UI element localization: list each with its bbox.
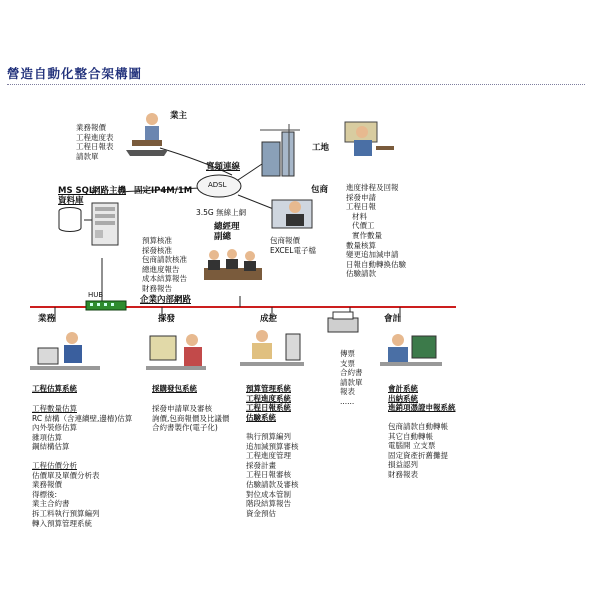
site-item: 進度排程及回報	[346, 183, 399, 192]
sales-systems	[32, 384, 77, 394]
sales-system: 工程估算系統	[32, 384, 77, 393]
cost-workstation-icon	[240, 330, 304, 366]
site-item: 材料	[352, 211, 367, 221]
server-item: 成本結算報告	[142, 274, 187, 284]
cost-item: 採發計畫	[246, 460, 276, 470]
accounting-item: 包商請款自動轉帳	[388, 422, 448, 431]
accounting-workstation-icon	[380, 334, 442, 366]
sales-item: 雜項估算	[32, 432, 62, 442]
owner-label: 業主	[170, 111, 188, 121]
site-item: 估驗請款	[346, 269, 376, 279]
server-item: 總進度報告	[142, 264, 180, 274]
printer-item: 傳票	[340, 349, 355, 358]
printer-item: 請款單	[340, 377, 363, 387]
owner-item: 請款單	[76, 151, 99, 161]
wireless-label: 3.5G 無線上網	[196, 208, 247, 217]
sales-item: 拆工料執行預算編列	[32, 508, 100, 518]
accounting-item: 損益認列	[388, 460, 418, 470]
cost-system: 估驗系統	[246, 412, 276, 422]
dept-purchasing-label: 採發	[158, 314, 176, 324]
hub-led-4	[111, 303, 114, 306]
printer-item: 報表	[340, 387, 355, 397]
printer-item: ......	[340, 396, 355, 406]
hub-label: HUB	[88, 291, 104, 299]
sales-item: 鋼結構估算	[32, 442, 70, 452]
owner-item: 工程日報表	[76, 142, 114, 152]
sales-gap	[32, 452, 132, 461]
site-item: 工程日報	[346, 202, 376, 212]
purchasing-item: 合約書製作(電子化)	[152, 423, 218, 433]
sales-item: RC 結構（含連續壁,邊樁)估算	[32, 413, 133, 423]
server-item: 採發核准	[142, 245, 172, 255]
server-item: 包商請款核准	[142, 255, 187, 265]
hub-led-3	[104, 303, 107, 306]
cost-items	[246, 432, 299, 518]
sales-item: 轉入預算管理系統	[32, 518, 92, 528]
purchasing-items	[152, 404, 229, 433]
cost-systems	[246, 384, 291, 422]
hub-led-1	[90, 303, 93, 306]
accounting-system: 出納系統	[388, 393, 418, 403]
cost-item: 資金預估	[246, 508, 276, 518]
owner-item: 工程進度表	[76, 132, 114, 142]
cost-system: 工程進度系統	[246, 393, 291, 403]
cost-item: 估驗請款及審核	[246, 479, 299, 489]
server-item: 預算核准	[142, 236, 172, 245]
server-label: 網路主機	[92, 186, 127, 196]
cost-item: 追加減預算審核	[246, 441, 299, 451]
cost-system: 預算管理系統	[246, 384, 291, 393]
dept-cost-label: 成控	[260, 314, 278, 324]
subcontractor-item: 包商報價	[270, 236, 300, 245]
site-label: 工地	[312, 143, 330, 153]
sales-item: 估價單及單價分析表	[32, 470, 100, 480]
sales-item: 業務報價	[32, 480, 62, 490]
cost-item: 對位成本管制	[246, 489, 291, 499]
owner-person-icon	[126, 113, 168, 156]
database-icon	[59, 208, 81, 232]
purchasing-system: 採購發包系統	[152, 384, 197, 393]
page-title: 營造自動化整合架構圖	[7, 66, 143, 81]
subcontractor-items	[270, 236, 316, 255]
site-worker-icon	[345, 122, 394, 156]
cost-item: 工程進度管理	[246, 451, 291, 461]
printer-icon	[328, 312, 358, 332]
owner-item: 業務報價	[76, 123, 106, 132]
accounting-item: 其它自動轉帳	[388, 431, 433, 441]
subcontractor-icon	[272, 200, 312, 228]
printer-item: 支票	[340, 358, 355, 368]
owner-items	[76, 123, 114, 161]
database-label-2: 資料庫	[58, 196, 84, 206]
subcontractor-label: 包商	[311, 185, 329, 195]
sales-item: 得標後:	[32, 489, 58, 499]
site-item: 採發申請	[346, 192, 376, 202]
cost-item: 工程日報審核	[246, 470, 291, 480]
server-icon	[92, 203, 118, 245]
accounting-item: 財務報表	[388, 469, 418, 479]
purchasing-workstation-icon	[146, 334, 206, 370]
subcontractor-item: EXCEL電子檔	[270, 245, 316, 255]
site-item: 實作數量	[352, 230, 382, 240]
manager-label-1: 總經理	[214, 222, 240, 232]
site-item: 變更追加減申請	[346, 250, 399, 260]
sales-item: 工程數量估算	[32, 404, 77, 413]
fixed-ip-label: 固定IP4M/1M	[134, 186, 193, 196]
purchasing-systems	[152, 384, 197, 394]
adsl-label: ADSL	[208, 181, 227, 189]
site-item: 日報自動轉換估驗	[346, 259, 406, 269]
cost-item: 階段結算報告	[246, 499, 291, 509]
sales-item: 業主合約書	[32, 499, 70, 509]
server-items	[142, 236, 187, 294]
accounting-system: 進銷項憑證申報系統	[388, 403, 456, 413]
intranet-label: 企業內部網路	[140, 295, 192, 305]
accounting-systems	[388, 384, 456, 413]
printer-item: 合約書	[340, 368, 363, 378]
purchasing-item: 詢價,包商報價及比議價	[152, 413, 230, 423]
dept-sales-label: 業務	[38, 314, 56, 324]
sales-item: 工程估價分析	[32, 460, 77, 470]
accounting-item: 電腦開 立支票	[388, 441, 436, 451]
purchasing-item: 採發申請單及審核	[152, 404, 212, 413]
site-items	[346, 183, 406, 279]
printer-items	[340, 349, 363, 407]
sales-items	[32, 404, 132, 528]
site-item: 代價工	[352, 221, 375, 231]
accounting-items	[388, 422, 448, 480]
database-label-1: MS SQL	[58, 186, 95, 196]
hub-led-2	[97, 303, 100, 306]
manager-label-2: 副總	[214, 232, 232, 242]
sales-item: 內外裝修估算	[32, 423, 77, 433]
dept-accounting-label: 會計	[384, 314, 402, 324]
vpn-label: 寬頻連線	[206, 162, 241, 172]
server-item: 財務報告	[142, 283, 172, 293]
cost-item: 執行預算編列	[246, 432, 291, 441]
sales-workstation-icon	[30, 332, 100, 370]
site-buildings-icon	[260, 124, 300, 176]
accounting-system: 會計系統	[388, 384, 418, 393]
site-item: 數量核算	[346, 240, 376, 250]
manager-meeting-icon	[204, 249, 262, 280]
cost-system: 工程日報系統	[246, 403, 291, 413]
accounting-item: 固定資產折舊攤提	[388, 450, 448, 460]
